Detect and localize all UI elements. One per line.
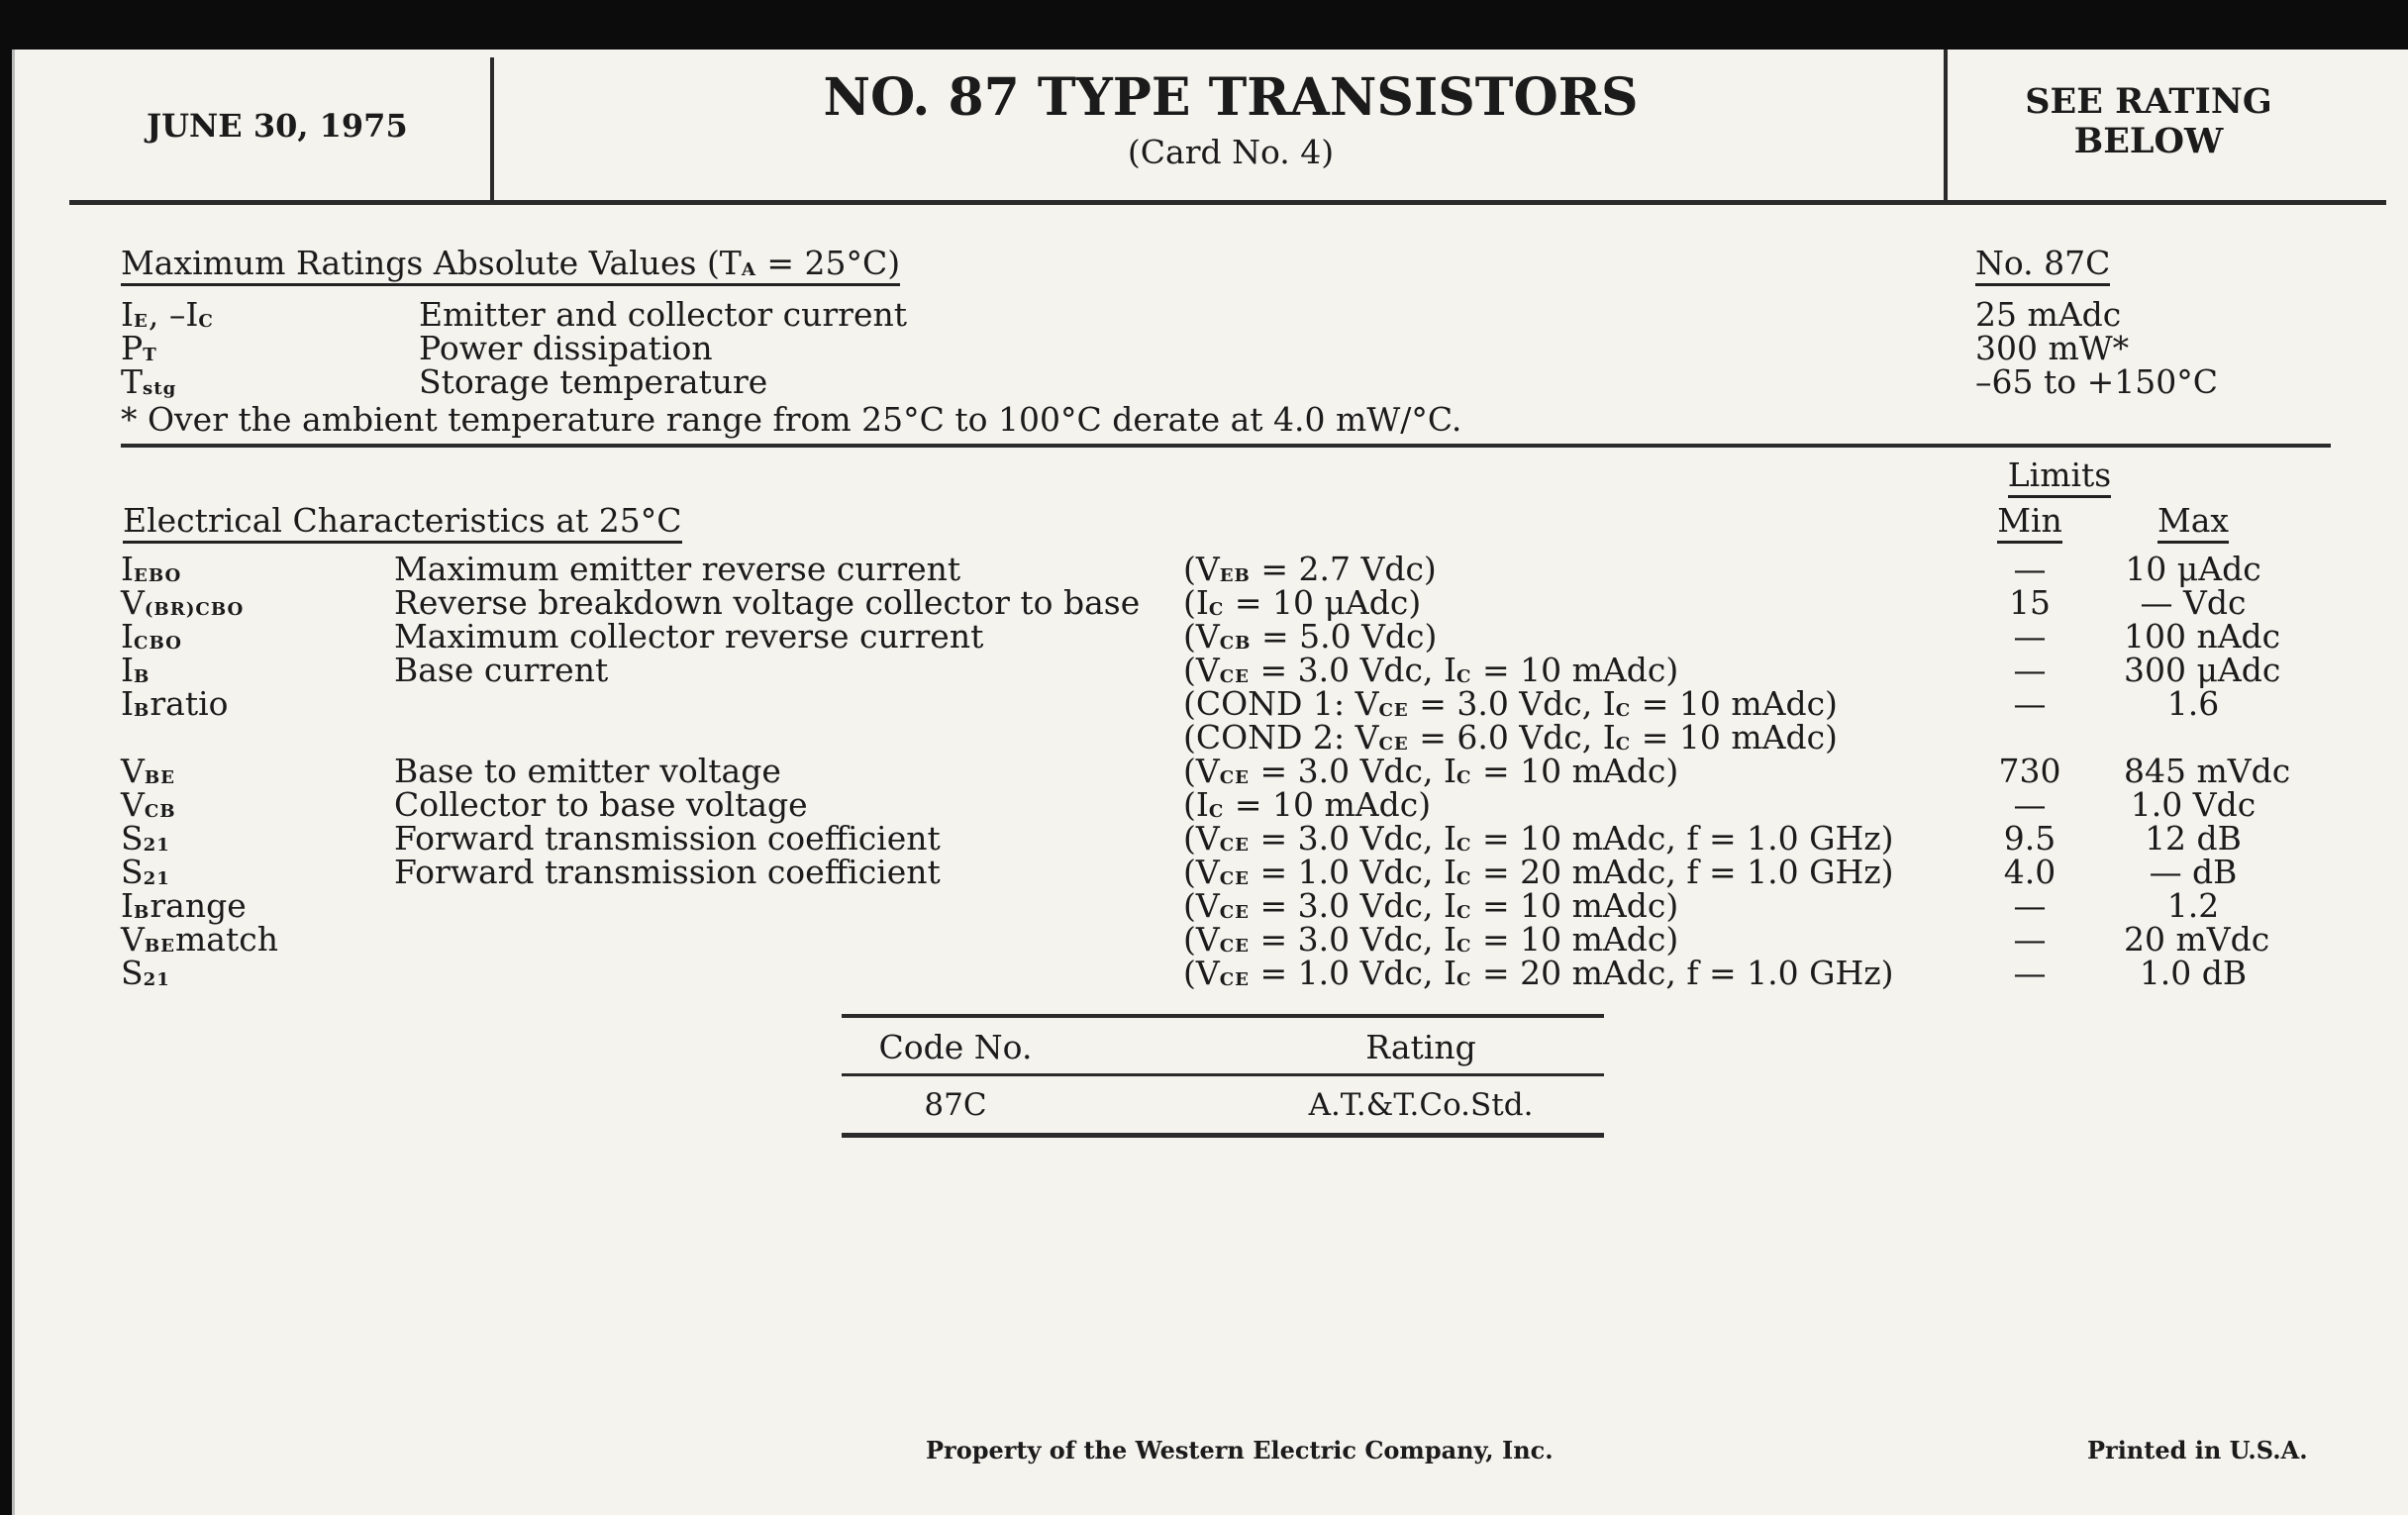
test-condition: ($V_{CE} = 3.0$ Vdc, $I_C = 10$ mAdc, f = 1.0 GHz): [1183, 819, 1894, 858]
parameter-description: Reverse breakdown voltage collector to base: [394, 583, 1141, 622]
parameter-symbol: $I_{CBO}$: [121, 617, 182, 656]
limit-min: —: [2013, 617, 2047, 656]
parameter-symbol: $V_{BE}match$: [121, 920, 278, 959]
limit-max: 1.0 Vdc: [2130, 785, 2257, 824]
page-title: NO. 87 TYPE TRANSISTORS: [823, 67, 1639, 128]
max-rating-description: Storage temperature: [419, 362, 768, 401]
limit-min: —: [2013, 684, 2047, 723]
code-table-mid-rule: [842, 1073, 1604, 1076]
parameter-symbol: $I_{EBO}$: [121, 550, 182, 588]
parameter-description: Base current: [394, 651, 609, 689]
parameter-description: Maximum collector reverse current: [394, 617, 984, 656]
min-label: Min: [1985, 501, 2074, 540]
max-rating-symbol: $T_{stg}$: [121, 362, 177, 401]
code-table-cell-code: 87C: [924, 1087, 987, 1123]
parameter-symbol: $S_{21}$: [121, 819, 170, 858]
limit-min: 9.5: [2003, 819, 2057, 858]
test-condition: ($V_{CE} = 3.0$ Vdc, $I_C = 10$ mAdc): [1183, 752, 1679, 790]
test-condition: ($V_{CE} = 3.0$ Vdc, $I_C = 10$ mAdc): [1183, 920, 1679, 959]
parameter-symbol: $I_Brange$: [121, 886, 247, 925]
max-ratings-column-heading: No. 87C: [1975, 244, 2110, 282]
limit-min: —: [2013, 920, 2047, 959]
parameter-symbol: $I_Bratio$: [121, 684, 229, 723]
limit-min: —: [2013, 954, 2047, 992]
limit-max: 1.6: [2166, 684, 2220, 723]
limit-max: 1.0 dB: [2139, 954, 2248, 992]
parameter-symbol: $S_{21}$: [121, 853, 170, 891]
electrical-heading: Electrical Characteristics at 25°C: [123, 501, 682, 540]
parameter-symbol: $V_{BE}$: [121, 752, 176, 790]
test-condition: ($I_C = 10$ μAdc): [1183, 583, 1422, 622]
limit-min: —: [2013, 785, 2047, 824]
parameter-description: Forward transmission coefficient: [394, 853, 941, 891]
code-table-bottom-rule: [842, 1133, 1604, 1138]
max-rating-value: 25 mAdc: [1975, 295, 2122, 334]
limit-min: —: [2013, 651, 2047, 689]
code-table-header-code: Code No.: [878, 1028, 1033, 1066]
limit-max: 12 dB: [2145, 819, 2242, 858]
code-table-top-rule: [842, 1014, 1604, 1018]
limit-max: 845 mVdc: [2124, 752, 2291, 790]
limit-max: 1.2: [2166, 886, 2220, 925]
max-rating-description: Emitter and collector current: [419, 295, 907, 334]
max-rating-description: Power dissipation: [419, 329, 713, 367]
parameter-description: Collector to base voltage: [394, 785, 808, 824]
see-rating-line2: BELOW: [2073, 121, 2224, 161]
test-condition: ($V_{CB} = 5.0$ Vdc): [1183, 617, 1438, 656]
section-rule: [121, 444, 2331, 448]
parameter-symbol: $V_{(BR)CBO}$: [121, 583, 245, 622]
limit-max: 300 μAdc: [2124, 651, 2281, 689]
max-label: Max: [2124, 501, 2262, 540]
code-table-cell-rating: A.T.&T.Co.Std.: [1308, 1087, 1534, 1123]
parameter-symbol: $S_{21}$: [121, 954, 170, 992]
header-divider-right: [1944, 50, 1948, 202]
test-condition: ($V_{EB} = 2.7$ Vdc): [1183, 550, 1437, 588]
card-number: (Card No. 4): [1127, 133, 1335, 171]
limit-min: —: [2013, 550, 2047, 588]
limit-max: — Vdc: [2140, 583, 2247, 622]
test-condition: ($V_{CE} = 1.0$ Vdc, $I_C = 20$ mAdc, f = 1.0 GHz): [1183, 853, 1894, 891]
limit-min: 15: [2009, 583, 2051, 622]
footer-printed: Printed in U.S.A.: [2087, 1436, 2308, 1464]
parameter-symbol: $V_{CB}$: [121, 785, 176, 824]
test-condition: ($V_{CE} = 3.0$ Vdc, $I_C = 10$ mAdc): [1183, 886, 1679, 925]
max-rating-symbol: $P_T$: [121, 329, 157, 367]
max-ratings-heading: Maximum Ratings Absolute Values $(T_A = 25^\circ C)$: [121, 244, 900, 282]
limit-min: —: [2013, 886, 2047, 925]
code-table-header-rating: Rating: [1365, 1028, 1476, 1066]
limit-max: 20 mVdc: [2124, 920, 2270, 959]
header-divider-left: [490, 57, 494, 202]
test-condition: (COND 1: $V_{CE} = 3.0$ Vdc, $I_C = 10$ mAdc): [1183, 684, 1838, 723]
header-rule: [69, 200, 2386, 205]
limit-max: — dB: [2149, 853, 2238, 891]
test-condition: ($V_{CE} = 3.0$ Vdc, $I_C = 10$ mAdc): [1183, 651, 1679, 689]
max-rating-value: 300 mW*: [1975, 329, 2130, 367]
test-condition: ($I_C = 10$ mAdc): [1183, 785, 1432, 824]
limits-label: Limits: [1995, 455, 2124, 494]
parameter-description: Base to emitter voltage: [394, 752, 781, 790]
max-rating-symbol: $I_E$, $-I_C$: [121, 295, 214, 334]
parameter-description: Maximum emitter reverse current: [394, 550, 961, 588]
limit-min: 730: [1998, 752, 2061, 790]
test-condition: (COND 2: $V_{CE} = 6.0$ Vdc, $I_C = 10$ mAdc): [1183, 718, 1838, 757]
limit-min: 4.0: [2003, 853, 2057, 891]
see-rating-line1: SEE RATING: [2025, 81, 2272, 122]
header-date: JUNE 30, 1975: [147, 107, 408, 145]
limit-max: 10 μAdc: [2125, 550, 2261, 588]
footer-property: Property of the Western Electric Company, Inc.: [926, 1436, 1554, 1464]
test-condition: ($V_{CE} = 1.0$ Vdc, $I_C = 20$ mAdc, f = 1.0 GHz): [1183, 954, 1894, 992]
parameter-description: Forward transmission coefficient: [394, 819, 941, 858]
parameter-symbol: $I_B$: [121, 651, 150, 689]
catalog-card: [12, 50, 2408, 1515]
max-rating-value: –65 to +150°C: [1975, 362, 2218, 401]
max-ratings-footnote: * Over the ambient temperature range from 25°C to 100°C derate at 4.0 mW/°C.: [121, 400, 1462, 439]
limit-max: 100 nAdc: [2124, 617, 2281, 656]
